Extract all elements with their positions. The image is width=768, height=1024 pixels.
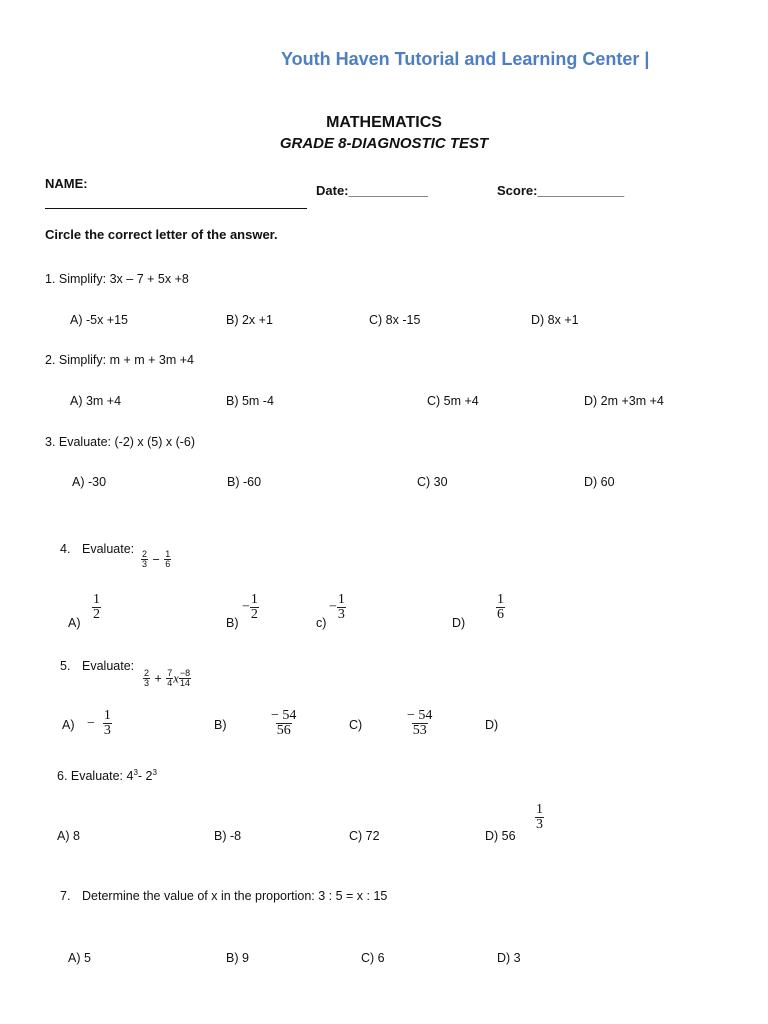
q7-option-a[interactable]: A) 5 xyxy=(68,951,91,965)
score-field[interactable]: Score:____________ xyxy=(497,183,625,198)
q5-option-a[interactable] xyxy=(87,709,112,738)
q5-number: 5. xyxy=(60,659,71,673)
q6-option-b[interactable]: B) -8 xyxy=(214,829,242,843)
q5-b-den: 56 xyxy=(276,723,291,738)
q4-c-sign: − xyxy=(329,599,337,615)
q5-a-num: 1 xyxy=(103,708,111,723)
q5-label: Evaluate: xyxy=(82,659,135,673)
q5-expr-n3: −8 xyxy=(179,668,191,678)
q7-number: 7. xyxy=(60,889,71,903)
q7-option-c[interactable]: C) 6 xyxy=(361,951,385,965)
q2-option-c[interactable]: C) 5m +4 xyxy=(427,394,479,408)
q4-b-sign: − xyxy=(242,599,250,615)
q6-exp1: 3 xyxy=(133,768,138,777)
q5-option-d[interactable] xyxy=(535,803,544,832)
q5-expr-d2: 4 xyxy=(167,678,173,688)
q4-option-d-label[interactable]: D) xyxy=(452,616,466,630)
q6-option-d[interactable]: D) 56 xyxy=(485,829,516,843)
q4-option-b[interactable] xyxy=(242,593,259,622)
q5-b-num: − 54 xyxy=(271,708,297,723)
q2-option-d[interactable]: D) 2m +3m +4 xyxy=(584,394,664,408)
q3-option-d[interactable]: D) 60 xyxy=(584,475,615,489)
q4-expr-n1: 2 xyxy=(142,549,148,559)
q6-option-a[interactable]: A) 8 xyxy=(57,829,80,843)
q6-prefix: 6. Evaluate: 4 xyxy=(57,769,134,784)
q3-option-a[interactable]: A) -30 xyxy=(72,475,107,489)
subject-title: MATHEMATICS xyxy=(326,114,442,131)
q6-mid: - 2 xyxy=(137,769,153,784)
q4-c-num: 1 xyxy=(337,592,345,607)
q5-option-d-label[interactable]: D) xyxy=(485,718,499,732)
q5-c-num: − 54 xyxy=(407,708,433,723)
q5-option-b[interactable] xyxy=(270,709,297,738)
q5-d-den: 3 xyxy=(536,817,543,832)
org-header: Youth Haven Tutorial and Learning Center | xyxy=(281,49,650,69)
q7-option-d[interactable]: D) 3 xyxy=(497,951,521,965)
q1-option-a[interactable]: A) -5x +15 xyxy=(70,313,129,327)
q2-option-b[interactable]: B) 5m -4 xyxy=(226,394,274,408)
q5-option-c[interactable] xyxy=(406,709,433,738)
q4-expr-n2: 1 xyxy=(165,549,171,559)
q4-expr-d2: 6 xyxy=(165,559,171,569)
q4-expr-d1: 3 xyxy=(142,559,148,569)
q4-option-c[interactable] xyxy=(329,593,346,622)
q4-c-den: 3 xyxy=(337,607,345,622)
q7-option-b[interactable]: B) 9 xyxy=(226,951,249,965)
q5-a-den: 3 xyxy=(103,723,111,738)
q4-option-c-label[interactable]: c) xyxy=(316,616,327,630)
q3-option-b[interactable]: B) -60 xyxy=(227,475,262,489)
q5-option-a-label[interactable]: A) xyxy=(62,718,75,732)
q4-a-den: 2 xyxy=(93,607,100,622)
q4-option-a-label[interactable]: A) xyxy=(68,616,81,630)
name-line[interactable] xyxy=(45,208,307,209)
q1-option-d[interactable]: D) 8x +1 xyxy=(531,313,579,327)
instruction: Circle the correct letter of the answer. xyxy=(45,227,278,242)
q5-option-b-label[interactable]: B) xyxy=(214,718,227,732)
q4-d-den: 6 xyxy=(497,607,504,622)
q5-expr-d3: 14 xyxy=(179,678,190,688)
q4-option-b-label[interactable]: B) xyxy=(226,616,239,630)
q4-b-num: 1 xyxy=(250,592,258,607)
q6-exp2: 3 xyxy=(152,768,157,777)
q4-expr-op: − xyxy=(152,552,160,567)
q4-a-num: 1 xyxy=(93,592,100,607)
question-2: 2. Simplify: m + m + 3m +4 xyxy=(45,353,195,367)
q4-option-d[interactable] xyxy=(496,593,505,622)
q3-option-c[interactable]: C) 30 xyxy=(417,475,448,489)
q1-option-b[interactable]: B) 2x +1 xyxy=(226,313,273,327)
q1-option-c[interactable]: C) 8x -15 xyxy=(369,313,421,327)
question-7: Determine the value of x in the proportion: 3 : 5 = x : 15 xyxy=(82,889,388,903)
question-3: 3. Evaluate: (-2) x (5) x (-6) xyxy=(45,435,196,449)
q5-expr-x: x xyxy=(173,671,179,686)
q5-d-num: 1 xyxy=(536,802,543,817)
q4-d-num: 1 xyxy=(497,592,504,607)
q5-c-den: 53 xyxy=(412,723,427,738)
q4-b-den: 2 xyxy=(250,607,258,622)
q5-expr-n1: 2 xyxy=(144,668,150,678)
q5-expr-d1: 3 xyxy=(144,678,150,688)
q5-expr-n2: 7 xyxy=(167,668,173,678)
q5-expression xyxy=(143,669,191,688)
q4-label: Evaluate: xyxy=(82,542,135,556)
question-1: 1. Simplify: 3x – 7 + 5x +8 xyxy=(45,272,189,286)
question-6 xyxy=(57,768,157,783)
q2-option-a[interactable]: A) 3m +4 xyxy=(70,394,122,408)
q5-expr-op: + xyxy=(154,671,162,686)
test-title: GRADE 8-DIAGNOSTIC TEST xyxy=(279,135,489,152)
q6-option-c[interactable]: C) 72 xyxy=(349,829,380,843)
q4-expression xyxy=(141,550,171,569)
q5-option-c-label[interactable]: C) xyxy=(349,718,363,732)
date-field[interactable]: Date:___________ xyxy=(316,183,429,198)
q5-a-sign: − xyxy=(87,715,95,731)
q4-option-a[interactable] xyxy=(92,593,101,622)
q4-number: 4. xyxy=(60,542,71,556)
name-label: NAME: xyxy=(45,176,88,191)
